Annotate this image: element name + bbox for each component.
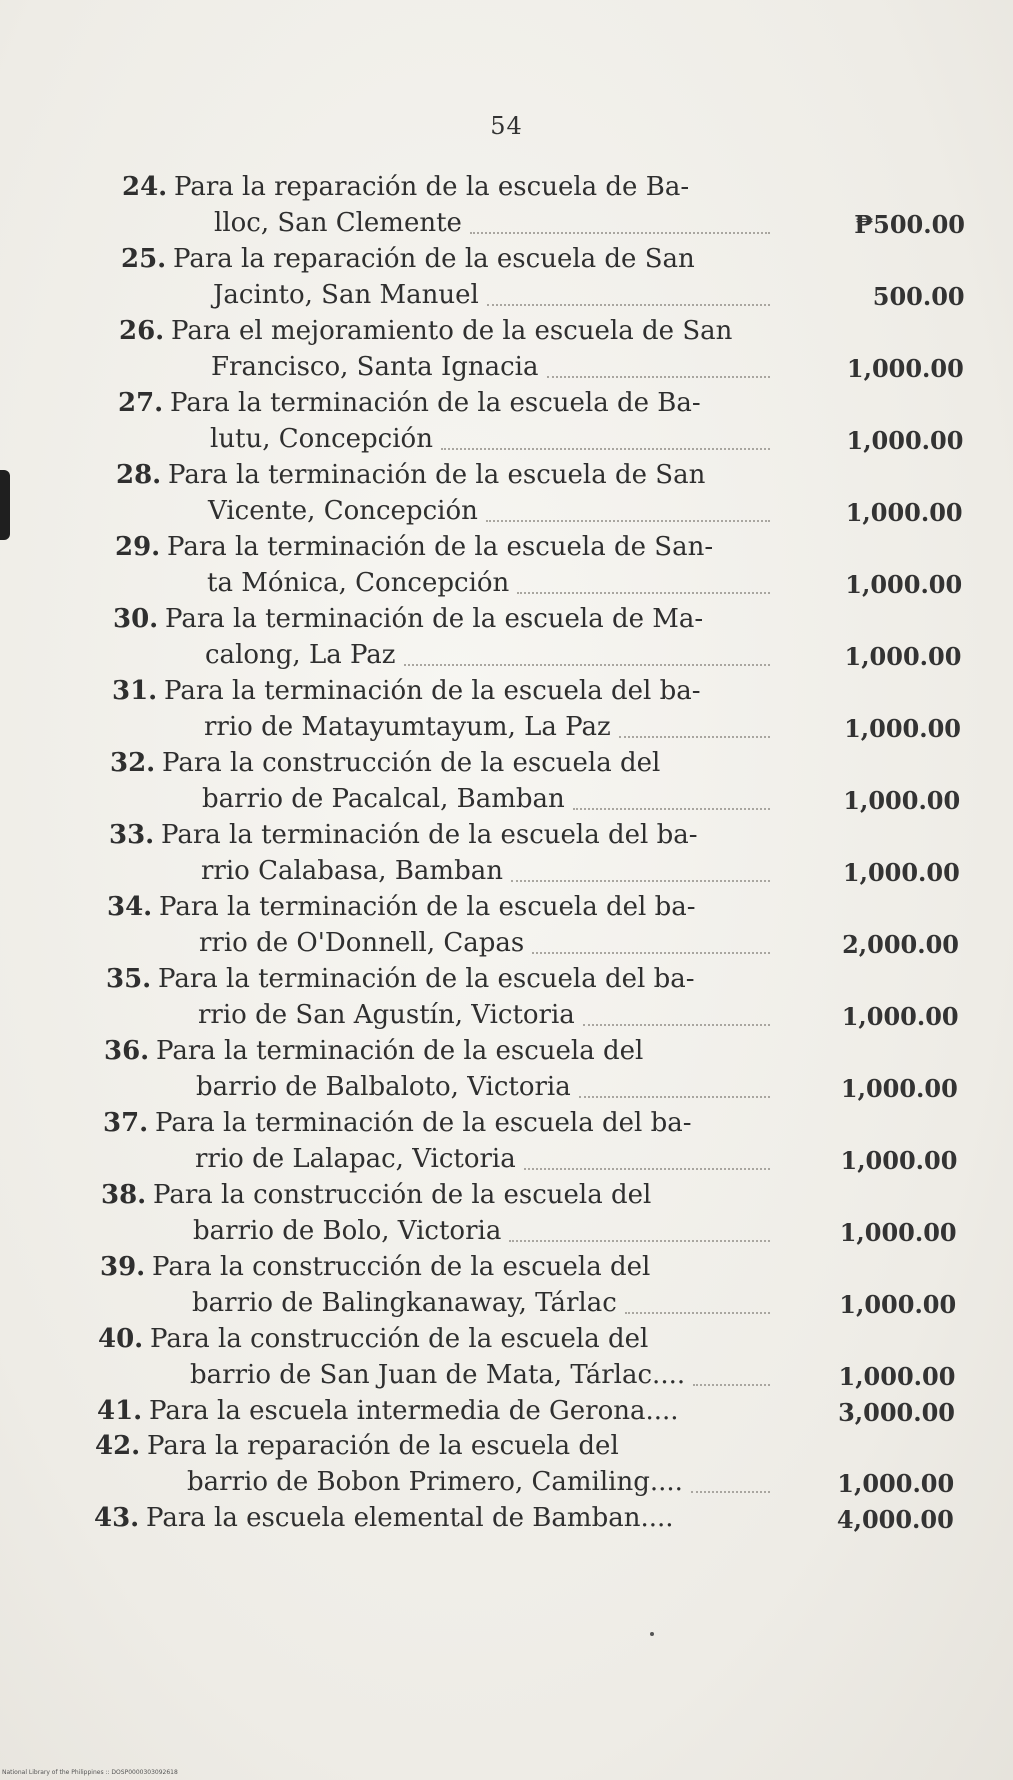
appropriation-list	[0, 172, 1013, 1538]
list-item	[0, 1431, 1013, 1503]
item-text: Para la terminación de la escuela del	[156, 1036, 644, 1066]
item-text: Para la terminación de la escuela del ba-	[155, 1108, 692, 1138]
item-amount: 1,000.00	[839, 1218, 957, 1247]
item-text: Para la escuela elemental de Bamban....	[146, 1503, 674, 1533]
list-item	[0, 964, 1013, 1036]
item-text-continuation: barrio de Balbaloto, Victoria	[196, 1072, 571, 1102]
leader-dots	[470, 230, 770, 234]
item-text-continuation: ta Mónica, Concepción	[207, 568, 510, 598]
item-line	[110, 748, 660, 778]
item-number: 26.	[119, 316, 165, 346]
item-line	[118, 388, 701, 418]
item-text-continuation: Francisco, Santa Ignacia	[211, 352, 539, 382]
item-text: Para la construcción de la escuela del	[162, 748, 661, 778]
leader-dots	[524, 1166, 770, 1170]
item-amount: 1,000.00	[840, 1074, 958, 1103]
item-text-continuation: rrio de Lalapac, Victoria	[195, 1144, 516, 1174]
item-text: Para la construcción de la escuela del	[150, 1324, 649, 1354]
item-text: Para la terminación de la escuela de San	[168, 460, 706, 490]
item-text-continuation: rrio de Matayumtayum, La Paz	[204, 712, 611, 742]
item-amount: 1,000.00	[842, 858, 960, 887]
item-text: Para la terminación de la escuela del ba-	[159, 892, 696, 922]
list-item	[0, 1180, 1013, 1252]
ink-speck	[650, 1632, 654, 1636]
item-number: 25.	[121, 244, 167, 274]
item-text: Para la reparación de la escuela de San	[173, 244, 695, 274]
item-text-continuation: rrio Calabasa, Bamban	[201, 856, 503, 886]
item-number: 40.	[98, 1324, 144, 1354]
item-text-continuation: barrio de Bolo, Victoria	[193, 1216, 502, 1246]
item-number: 43.	[94, 1503, 140, 1533]
item-text: Para la construcción de la escuela del	[153, 1180, 652, 1210]
list-item	[0, 1108, 1013, 1180]
item-text: Para la escuela intermedia de Gerona....	[149, 1396, 679, 1426]
item-text: Para la construcción de la escuela del	[152, 1252, 651, 1282]
list-item	[0, 1503, 1013, 1538]
item-line	[109, 820, 698, 850]
item-number: 31.	[112, 676, 158, 706]
item-amount: 1,000.00	[846, 354, 964, 383]
list-item	[0, 748, 1013, 820]
leader-dots	[487, 302, 770, 306]
list-item	[0, 244, 1013, 316]
item-number: 27.	[118, 388, 164, 418]
item-amount: 3,000.00	[838, 1398, 955, 1427]
list-item	[0, 820, 1013, 892]
item-line	[94, 1503, 674, 1533]
leader-dots	[509, 1238, 770, 1242]
page-number: 54	[490, 112, 523, 140]
leader-dots	[579, 1094, 770, 1098]
item-text-continuation: calong, La Paz	[205, 640, 396, 670]
leader-dots	[691, 1489, 770, 1493]
item-text-continuation: barrio de Pacalcal, Bamban	[202, 784, 565, 814]
list-item	[0, 316, 1013, 388]
item-amount: 500.00	[872, 282, 965, 311]
item-line	[119, 316, 732, 346]
item-number: 39.	[100, 1252, 146, 1282]
item-number: 41.	[97, 1396, 143, 1426]
item-line	[97, 1396, 679, 1426]
item-text-continuation: barrio de Bobon Primero, Camiling....	[187, 1467, 683, 1497]
item-number: 35.	[106, 964, 152, 994]
item-amount: 1,000.00	[839, 1290, 957, 1319]
item-amount: 1,000.00	[845, 570, 963, 599]
item-amount: 1,000.00	[837, 1469, 955, 1498]
item-number: 33.	[109, 820, 155, 850]
item-text-continuation: rrio de San Agustín, Victoria	[198, 1000, 575, 1030]
item-line	[100, 1252, 650, 1282]
item-amount: 1,000.00	[845, 498, 963, 527]
leader-dots	[693, 1382, 770, 1386]
item-line	[121, 244, 695, 274]
item-text: Para la terminación de la escuela del ba-	[161, 820, 698, 850]
item-line	[107, 892, 696, 922]
leader-dots	[517, 590, 770, 594]
item-text: Para el mejoramiento de la escuela de San	[171, 316, 733, 346]
item-number: 38.	[101, 1180, 147, 1210]
item-line	[106, 964, 695, 994]
leader-dots	[404, 662, 770, 666]
item-line	[98, 1324, 648, 1354]
leader-dots	[583, 1022, 770, 1026]
item-text-continuation: rrio de O'Donnell, Capas	[199, 928, 525, 958]
item-amount: 1,000.00	[841, 1002, 959, 1031]
leader-dots	[511, 878, 770, 882]
item-amount: 1,000.00	[838, 1362, 956, 1391]
leader-dots	[486, 518, 770, 522]
item-text: Para la reparación de la escuela del	[147, 1431, 619, 1461]
item-line	[95, 1431, 619, 1461]
leader-dots	[441, 446, 770, 450]
item-text-continuation: lloc, San Clemente	[214, 208, 462, 238]
item-text: Para la terminación de la escuela de Ba-	[170, 388, 701, 418]
item-amount: 1,000.00	[844, 642, 962, 671]
item-number: 42.	[95, 1431, 141, 1461]
item-text: Para la terminación de la escuela del ba-	[158, 964, 695, 994]
item-amount: 2,000.00	[842, 930, 959, 959]
list-item	[0, 892, 1013, 964]
list-item	[0, 604, 1013, 676]
item-line	[103, 1108, 692, 1138]
leader-dots	[532, 950, 770, 954]
item-number: 36.	[104, 1036, 150, 1066]
item-line	[104, 1036, 643, 1066]
item-text-continuation: Jacinto, San Manuel	[213, 280, 479, 310]
item-line	[112, 676, 701, 706]
item-text-continuation: barrio de San Juan de Mata, Tárlac....	[190, 1360, 686, 1390]
item-number: 24.	[122, 172, 168, 202]
list-item	[0, 172, 1013, 244]
item-number: 34.	[107, 892, 153, 922]
list-item	[0, 1324, 1013, 1396]
item-line	[113, 604, 703, 634]
list-item	[0, 1252, 1013, 1324]
list-item	[0, 1036, 1013, 1108]
item-amount: 1,000.00	[844, 714, 961, 743]
item-text-continuation: Vicente, Concepción	[208, 496, 478, 526]
item-amount: ₱500.00	[854, 210, 965, 239]
item-amount: 1,000.00	[840, 1146, 958, 1175]
item-amount: 4,000.00	[836, 1505, 954, 1534]
item-amount: 1,000.00	[846, 426, 964, 455]
item-text: Para la terminación de la escuela de Ma-	[165, 604, 704, 634]
item-text-continuation: lutu, Concepción	[210, 424, 433, 454]
leader-dots	[547, 374, 770, 378]
item-number: 28.	[116, 460, 162, 490]
leader-dots	[625, 1310, 770, 1314]
item-text: Para la terminación de la escuela de San-	[167, 532, 714, 562]
item-line	[115, 532, 713, 562]
item-text: Para la terminación de la escuela del ba-	[164, 676, 701, 706]
list-item	[0, 388, 1013, 460]
item-line	[116, 460, 705, 490]
item-text: Para la reparación de la escuela de Ba-	[174, 172, 690, 202]
item-number: 37.	[103, 1108, 149, 1138]
item-amount: 1,000.00	[843, 786, 961, 815]
item-line	[101, 1180, 651, 1210]
list-item	[0, 1396, 1013, 1431]
list-item	[0, 532, 1013, 604]
item-number: 30.	[113, 604, 159, 634]
leader-dots	[619, 734, 770, 738]
item-line	[122, 172, 689, 202]
list-item	[0, 460, 1013, 532]
footer-note: National Library of the Philippines :: DOSP0000303092618	[2, 1769, 178, 1776]
leader-dots	[573, 806, 770, 810]
list-item	[0, 676, 1013, 748]
item-text-continuation: barrio de Balingkanaway, Tárlac	[192, 1288, 617, 1318]
item-number: 32.	[110, 748, 156, 778]
item-number: 29.	[115, 532, 161, 562]
